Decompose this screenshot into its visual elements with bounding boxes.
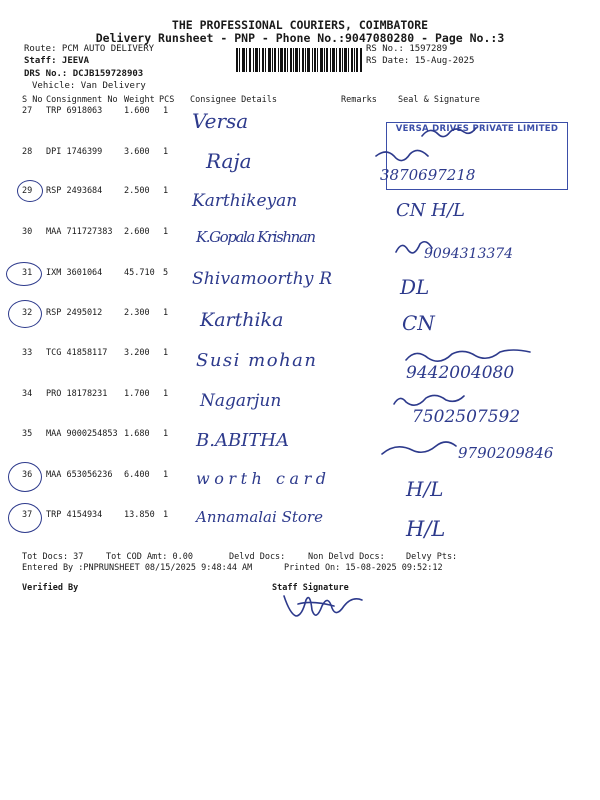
handwriting-consignee-36: worth card: [196, 469, 326, 488]
signature-scribble-33: [406, 350, 530, 361]
rs-number: RS No.: 1597289: [366, 44, 448, 54]
row-pcs: 1: [163, 389, 169, 399]
signature-scribble-34: [394, 395, 464, 405]
row-weight: 2.600: [124, 227, 150, 237]
row-pcs: 1: [163, 429, 169, 439]
handwriting-seal-35: 9790209846: [458, 444, 554, 462]
route-label: Route: PCM AUTO DELIVERY: [24, 44, 155, 54]
row-sno: 30: [22, 227, 33, 237]
row-consignment: PRO 18178231: [46, 389, 108, 399]
total-docs: Tot Docs: 37: [22, 552, 84, 562]
handwritten-signatures: [372, 108, 594, 548]
runsheet-subtitle: Delivery Runsheet - PNP - Phone No.:9047080280 - Page No.:3: [95, 31, 505, 45]
handwriting-consignee-30: K.Gopala Krishnan: [196, 228, 316, 246]
handwriting-consignee-28: Raja: [206, 149, 252, 173]
total-cod-amount: Tot COD Amt: 0.00: [106, 552, 193, 562]
row-sno: 34: [22, 389, 33, 399]
row-consignment: TCG 41858117: [46, 348, 108, 358]
handwriting-consignee-37: Annamalai Store: [196, 508, 323, 526]
col-sno: S No: [22, 95, 43, 105]
row-weight: 2.500: [124, 186, 150, 196]
vehicle-label: Vehicle: Van Delivery: [32, 81, 146, 91]
row-weight: 2.300: [124, 308, 150, 318]
company-title: THE PROFESSIONAL COURIERS, COIMBATORE: [171, 18, 429, 32]
row-weight: 6.400: [124, 470, 150, 480]
barcode-image: [236, 48, 362, 72]
row-sno: 37: [22, 510, 33, 520]
handwritten-circle-36: [8, 462, 42, 492]
handwriting-consignee-32: Karthika: [200, 309, 284, 331]
row-pcs: 1: [163, 470, 169, 480]
row-consignment: MAA 9000254853: [46, 429, 118, 439]
handwriting-seal-29: CN H/L: [396, 200, 465, 221]
row-consignment: TRP 4154934: [46, 510, 103, 520]
row-sno: 35: [22, 429, 33, 439]
handwriting-consignee-27: Versa: [192, 109, 249, 133]
row-consignment: TRP 6918063: [46, 106, 103, 116]
handwriting-consignee-35: B.ABITHA: [196, 430, 289, 451]
handwritten-circle-37: [8, 503, 42, 533]
row-sno: 36: [22, 470, 33, 480]
printed-on: Printed On: 15-08-2025 09:52:12: [284, 563, 443, 573]
handwriting-consignee-31: Shivamoorthy R: [192, 269, 332, 289]
col-remarks: Remarks: [341, 95, 377, 105]
col-consignee: Consignee Details: [190, 95, 277, 105]
row-consignment: MAA 711727383: [46, 227, 113, 237]
row-consignment: RSP 2495012: [46, 308, 103, 318]
col-pcs: PCS: [159, 95, 175, 105]
row-sno: 33: [22, 348, 33, 358]
non-delivered-docs: Non Delvd Docs:: [308, 552, 385, 562]
entered-by: Entered By :PNPRUNSHEET 08/15/2025 9:48:44 AM: [22, 563, 253, 573]
handwriting-consignee-34: Nagarjun: [200, 391, 282, 411]
staff-signature-label: Staff Signature: [272, 583, 349, 593]
row-weight: 1.600: [124, 106, 150, 116]
delivered-docs: Delvd Docs:: [229, 552, 286, 562]
staff-signature-scribble: [276, 590, 366, 624]
handwriting-seal-36: H/L: [406, 477, 444, 501]
row-pcs: 1: [163, 227, 169, 237]
row-weight: 1.700: [124, 389, 150, 399]
staff-label: Staff: JEEVA: [24, 56, 90, 66]
row-sno: 32: [22, 308, 33, 318]
row-pcs: 1: [163, 510, 169, 520]
handwriting-seal-30: 9094313374: [424, 246, 514, 262]
row-consignment: IXM 3601064: [46, 268, 103, 278]
row-consignment: RSP 2493684: [46, 186, 103, 196]
stamp-text: VERSA DRIVES PRIVATE LIMITED: [395, 124, 559, 134]
handwritten-circle-31: [6, 262, 42, 286]
signature-scribble-28: [376, 150, 428, 160]
row-sno: 27: [22, 106, 33, 116]
row-pcs: 1: [163, 147, 169, 157]
row-weight: 1.680: [124, 429, 150, 439]
row-sno: 28: [22, 147, 33, 157]
signature-scribble-27: [422, 128, 476, 137]
handwriting-seal-34: 7502507592: [412, 407, 521, 427]
verified-by-label: Verified By: [22, 583, 79, 593]
handwriting-seal-31: DL: [400, 275, 430, 299]
row-sno: 31: [22, 268, 33, 278]
col-weight: Weight: [124, 95, 155, 105]
row-consignment: MAA 653056236: [46, 470, 113, 480]
row-weight: 13.850: [124, 510, 155, 520]
handwritten-consignee-names: [186, 108, 336, 528]
handwriting-seal-32: CN: [402, 311, 435, 335]
row-sno: 29: [22, 186, 33, 196]
handwriting-seal-28: 3870697218: [380, 166, 476, 184]
handwriting-consignee-29: Karthikeyan: [192, 191, 298, 211]
row-pcs: 1: [163, 348, 169, 358]
handwriting-seal-33: 9442004080: [406, 363, 515, 383]
handwriting-consignee-33: Susi mohan: [196, 350, 316, 371]
row-weight: 3.600: [124, 147, 150, 157]
delivery-points: Delvy Pts:: [406, 552, 458, 562]
row-pcs: 5: [163, 268, 169, 278]
col-consignment: Consignment No: [46, 95, 118, 105]
row-weight: 3.200: [124, 348, 150, 358]
row-pcs: 1: [163, 308, 169, 318]
row-pcs: 1: [163, 186, 169, 196]
signature-scribble-35: [382, 442, 456, 454]
row-consignment: DPI 1746399: [46, 147, 103, 157]
drs-number: DRS No.: DCJB159728903: [24, 69, 144, 79]
row-weight: 45.710: [124, 268, 155, 278]
handwritten-circle-32: [8, 300, 42, 328]
handwriting-seal-37: H/L: [406, 517, 446, 541]
handwritten-circle-29: [17, 180, 43, 202]
col-seal-signature: Seal & Signature: [398, 95, 480, 105]
row-pcs: 1: [163, 106, 169, 116]
rs-date: RS Date: 15-Aug-2025: [366, 56, 475, 66]
